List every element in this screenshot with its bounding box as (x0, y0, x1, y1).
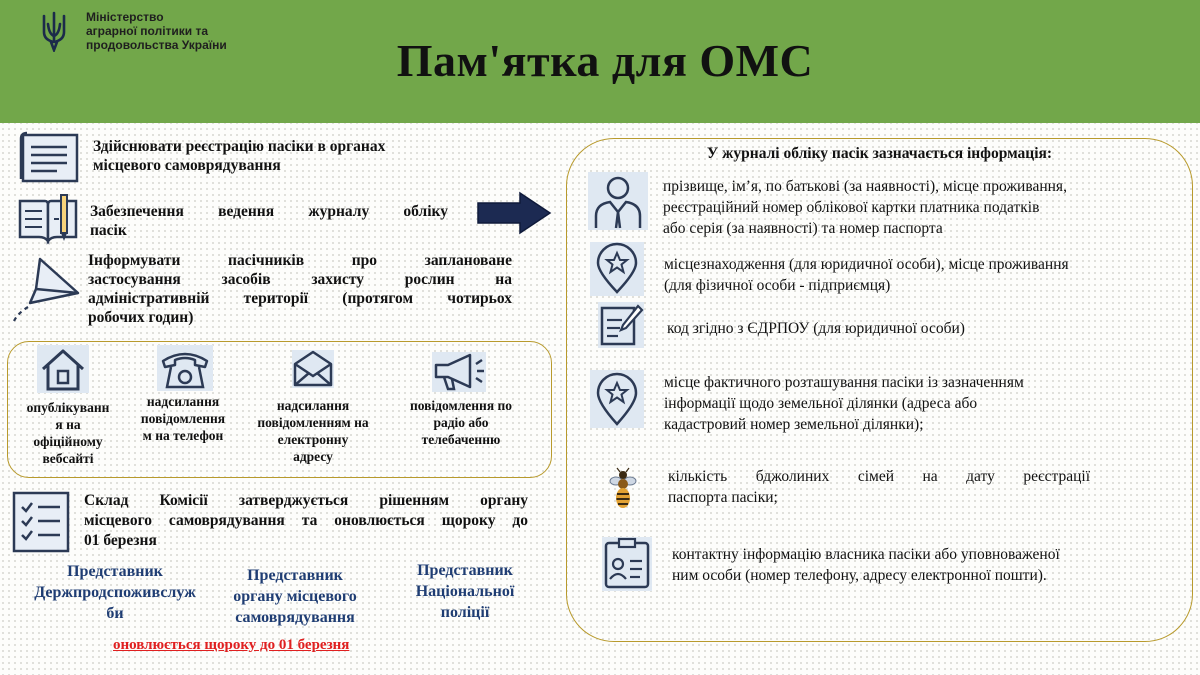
channel-website-line: вебсайті (42, 451, 94, 466)
checklist-icon (10, 489, 72, 555)
journal-item-location-line: місцезнаходження (для юридичної особи), місце проживання (664, 256, 1069, 273)
page-title: Пам'ятка для ОМС (396, 35, 814, 86)
id-card-icon (602, 537, 652, 591)
arrow-right-icon (476, 191, 552, 235)
commission-line: Склад Комісії затверджується рішенням органу (84, 492, 528, 509)
journal-item-apiary-site-line: місце фактичного розташування пасіки із зазначенням (664, 374, 1024, 391)
journal-item-apiary-site-line: інформації щодо земельної ділянки (адреса або (664, 395, 978, 412)
journal-item-person-line: реєстраційний номер облікової картки платника податків (663, 199, 1040, 216)
channel-phone-line: надсилання (146, 394, 220, 409)
representative-line: Держпродспоживслуж (34, 584, 196, 601)
journal-item-location-line: (для фізичної особи - підприємця) (664, 277, 891, 294)
representative-line: органу місцевого (233, 588, 357, 605)
channel-radio-tv-line: телебаченню (421, 432, 501, 447)
journal-item-bee-colonies-line: паспорта пасіки; (668, 489, 778, 506)
update-note: оновлюється щороку до 01 березня (113, 637, 350, 653)
inform-beekeepers-line: застосування засобів захисту рослин на (88, 271, 512, 288)
representative-line: Представник (247, 567, 343, 584)
inform-beekeepers-line: робочих годин) (88, 309, 194, 326)
channel-website-line: офіційному (33, 434, 103, 449)
inform-beekeepers-line: адміністративній території (протягом чотирьох (88, 290, 512, 307)
document-icon (17, 131, 81, 183)
journal-item-contacts-line: контактну інформацію власника пасіки або уповноваженої (672, 546, 1060, 563)
journal-panel-title: У журналі обліку пасік зазначається інформація: (706, 145, 1053, 162)
register-apiary-line: місцевого самоврядування (93, 157, 281, 174)
ministry-name-line: аграрної політики та (86, 24, 209, 38)
channel-email-line: повідомленням на (257, 415, 369, 430)
journal-book-icon (17, 193, 79, 245)
channel-email-line: надсилання (276, 398, 350, 413)
edit-form-icon (598, 302, 644, 348)
journal-line: Забезпечення ведення журналу обліку (90, 203, 448, 220)
person-icon (588, 172, 648, 230)
envelope-icon (292, 350, 334, 388)
representative-line: Представник (67, 563, 163, 580)
channel-email-line: електронну (277, 432, 349, 447)
journal-item-contacts-line: ним особи (номер телефону, адресу електронної пошти). (672, 567, 1047, 584)
channel-radio-tv-line: повідомлення по (409, 398, 513, 413)
bee-icon (608, 467, 638, 511)
channel-phone-line: повідомлення (140, 411, 226, 426)
journal-item-edrpou-line: код згідно з ЄДРПОУ (для юридичної особи) (667, 320, 965, 337)
representative-line: Національної (415, 583, 515, 600)
channel-radio-tv-line: радіо або (433, 415, 489, 430)
location-pin-icon (590, 242, 644, 296)
paper-plane-icon (10, 253, 82, 323)
location-pin-icon (590, 370, 644, 428)
telephone-icon (157, 345, 213, 391)
register-apiary-line: Здійснювати реєстрацію пасіки в органах (93, 138, 386, 155)
representative-line: самоврядування (235, 609, 355, 626)
journal-item-apiary-site-line: кадастровий номер земельної ділянки); (664, 416, 924, 433)
ministry-name-line: Міністерство (86, 10, 164, 24)
channel-email-line: адресу (293, 449, 333, 464)
journal-item-bee-colonies-line: кількість бджолиних сімей на дату реєстрації (668, 468, 1090, 485)
commission-line: місцевого самоврядування та оновлюється щороку до (84, 512, 528, 529)
journal-line: пасік (90, 222, 127, 239)
ministry-name-line: продовольства України (86, 38, 227, 52)
house-icon (37, 345, 89, 393)
channel-website-line: я на (55, 417, 81, 432)
commission-line: 01 березня (84, 532, 157, 549)
megaphone-icon (432, 352, 486, 392)
channel-phone-line: м на телефон (142, 428, 224, 443)
inform-beekeepers-line: Інформувати пасічників про заплановане (88, 252, 512, 269)
header-banner (0, 0, 1200, 123)
journal-item-person-line: прізвище, ім’я, по батькові (за наявності), місце проживання, (663, 178, 1067, 195)
representative-line: би (106, 605, 124, 622)
channel-website-line: опублікуванн (26, 400, 110, 415)
representative-line: Представник (417, 562, 513, 579)
representative-line: поліції (440, 604, 490, 621)
journal-item-person-line: або серія (за наявності) та номер паспорта (663, 220, 943, 237)
